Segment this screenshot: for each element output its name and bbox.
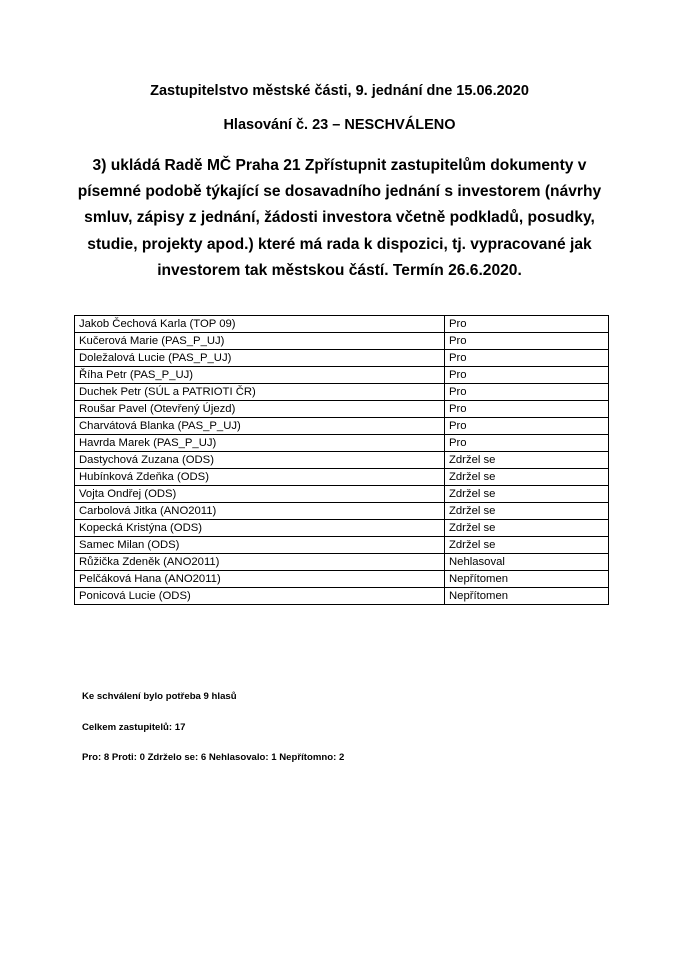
table-row — [75, 384, 609, 401]
member-name-cell: Jakob Čechová Karla (TOP 09) — [75, 316, 445, 333]
member-vote-cell: Pro — [445, 384, 609, 401]
member-name-cell: Doležalová Lucie (PAS_P_UJ) — [75, 350, 445, 367]
member-name-cell: Ponicová Lucie (ODS) — [75, 588, 445, 605]
member-vote-cell: Pro — [445, 333, 609, 350]
member-name-cell: Pelčáková Hana (ANO2011) — [75, 571, 445, 588]
table-row — [75, 554, 609, 571]
member-vote-cell: Zdržel se — [445, 520, 609, 537]
member-vote-cell: Pro — [445, 418, 609, 435]
table-row — [75, 503, 609, 520]
table-row — [75, 435, 609, 452]
member-vote-cell: Pro — [445, 367, 609, 384]
member-vote-cell: Pro — [445, 350, 609, 367]
member-vote-cell: Pro — [445, 316, 609, 333]
page-title: Zastupitelstvo městské části, 9. jednání dne 15.06.2020 — [150, 83, 529, 99]
table-row — [75, 367, 609, 384]
summary-total-members: Celkem zastupitelů: 17 — [82, 722, 186, 733]
member-vote-cell: Zdržel se — [445, 486, 609, 503]
table-row — [75, 316, 609, 333]
resolution-text: 3) ukládá Radě MČ Praha 21 Zpřístupnit zastupitelům dokumenty v písemné podobě týkající se dosavadního jednání s investorem (návrhy smluv, zápisy z jednání, žádosti investora včetně podkladů, posudky, studie, projekty apod.) které má rada k dispozici, tj. vypracované jak investorem tak městskou částí. Termín 26.6.2020. — [77, 157, 602, 279]
member-vote-cell: Nepřítomen — [445, 588, 609, 605]
member-vote-cell: Zdržel se — [445, 469, 609, 486]
member-name-cell: Růžička Zdeněk (ANO2011) — [75, 554, 445, 571]
vote-result-heading: Hlasování č. 23 – NESCHVÁLENO — [223, 117, 456, 133]
summary-required-votes: Ke schválení bylo potřeba 9 hlasů — [82, 691, 237, 702]
table-row — [75, 520, 609, 537]
summary-vote-counts: Pro: 8 Proti: 0 Zdrželo se: 6 Nehlasovalo: 1 Nepřítomno: 2 — [82, 752, 345, 763]
member-name-cell: Vojta Ondřej (ODS) — [75, 486, 445, 503]
member-vote-cell: Zdržel se — [445, 537, 609, 554]
member-name-cell: Říha Petr (PAS_P_UJ) — [75, 367, 445, 384]
vote-table — [74, 315, 609, 605]
member-vote-cell: Nehlasoval — [445, 554, 609, 571]
member-name-cell: Carbolová Jitka (ANO2011) — [75, 503, 445, 520]
table-row — [75, 401, 609, 418]
member-name-cell: Havrda Marek (PAS_P_UJ) — [75, 435, 445, 452]
table-row — [75, 333, 609, 350]
member-name-cell: Kopecká Kristýna (ODS) — [75, 520, 445, 537]
member-name-cell: Duchek Petr (SÚL a PATRIOTI ČR) — [75, 384, 445, 401]
member-name-cell: Roušar Pavel (Otevřený Újezd) — [75, 401, 445, 418]
member-vote-cell: Pro — [445, 401, 609, 418]
member-vote-cell: Pro — [445, 435, 609, 452]
member-name-cell: Samec Milan (ODS) — [75, 537, 445, 554]
member-name-cell: Hubínková Zdeňka (ODS) — [75, 469, 445, 486]
table-row — [75, 452, 609, 469]
vote-table-body — [75, 316, 609, 605]
table-row — [75, 469, 609, 486]
member-vote-cell: Zdržel se — [445, 452, 609, 469]
table-row — [75, 588, 609, 605]
member-name-cell: Dastychová Zuzana (ODS) — [75, 452, 445, 469]
table-row — [75, 571, 609, 588]
table-row — [75, 486, 609, 503]
table-row — [75, 537, 609, 554]
table-row — [75, 350, 609, 367]
member-name-cell: Kučerová Marie (PAS_P_UJ) — [75, 333, 445, 350]
table-row — [75, 418, 609, 435]
member-vote-cell: Zdržel se — [445, 503, 609, 520]
member-vote-cell: Nepřítomen — [445, 571, 609, 588]
member-name-cell: Charvátová Blanka (PAS_P_UJ) — [75, 418, 445, 435]
